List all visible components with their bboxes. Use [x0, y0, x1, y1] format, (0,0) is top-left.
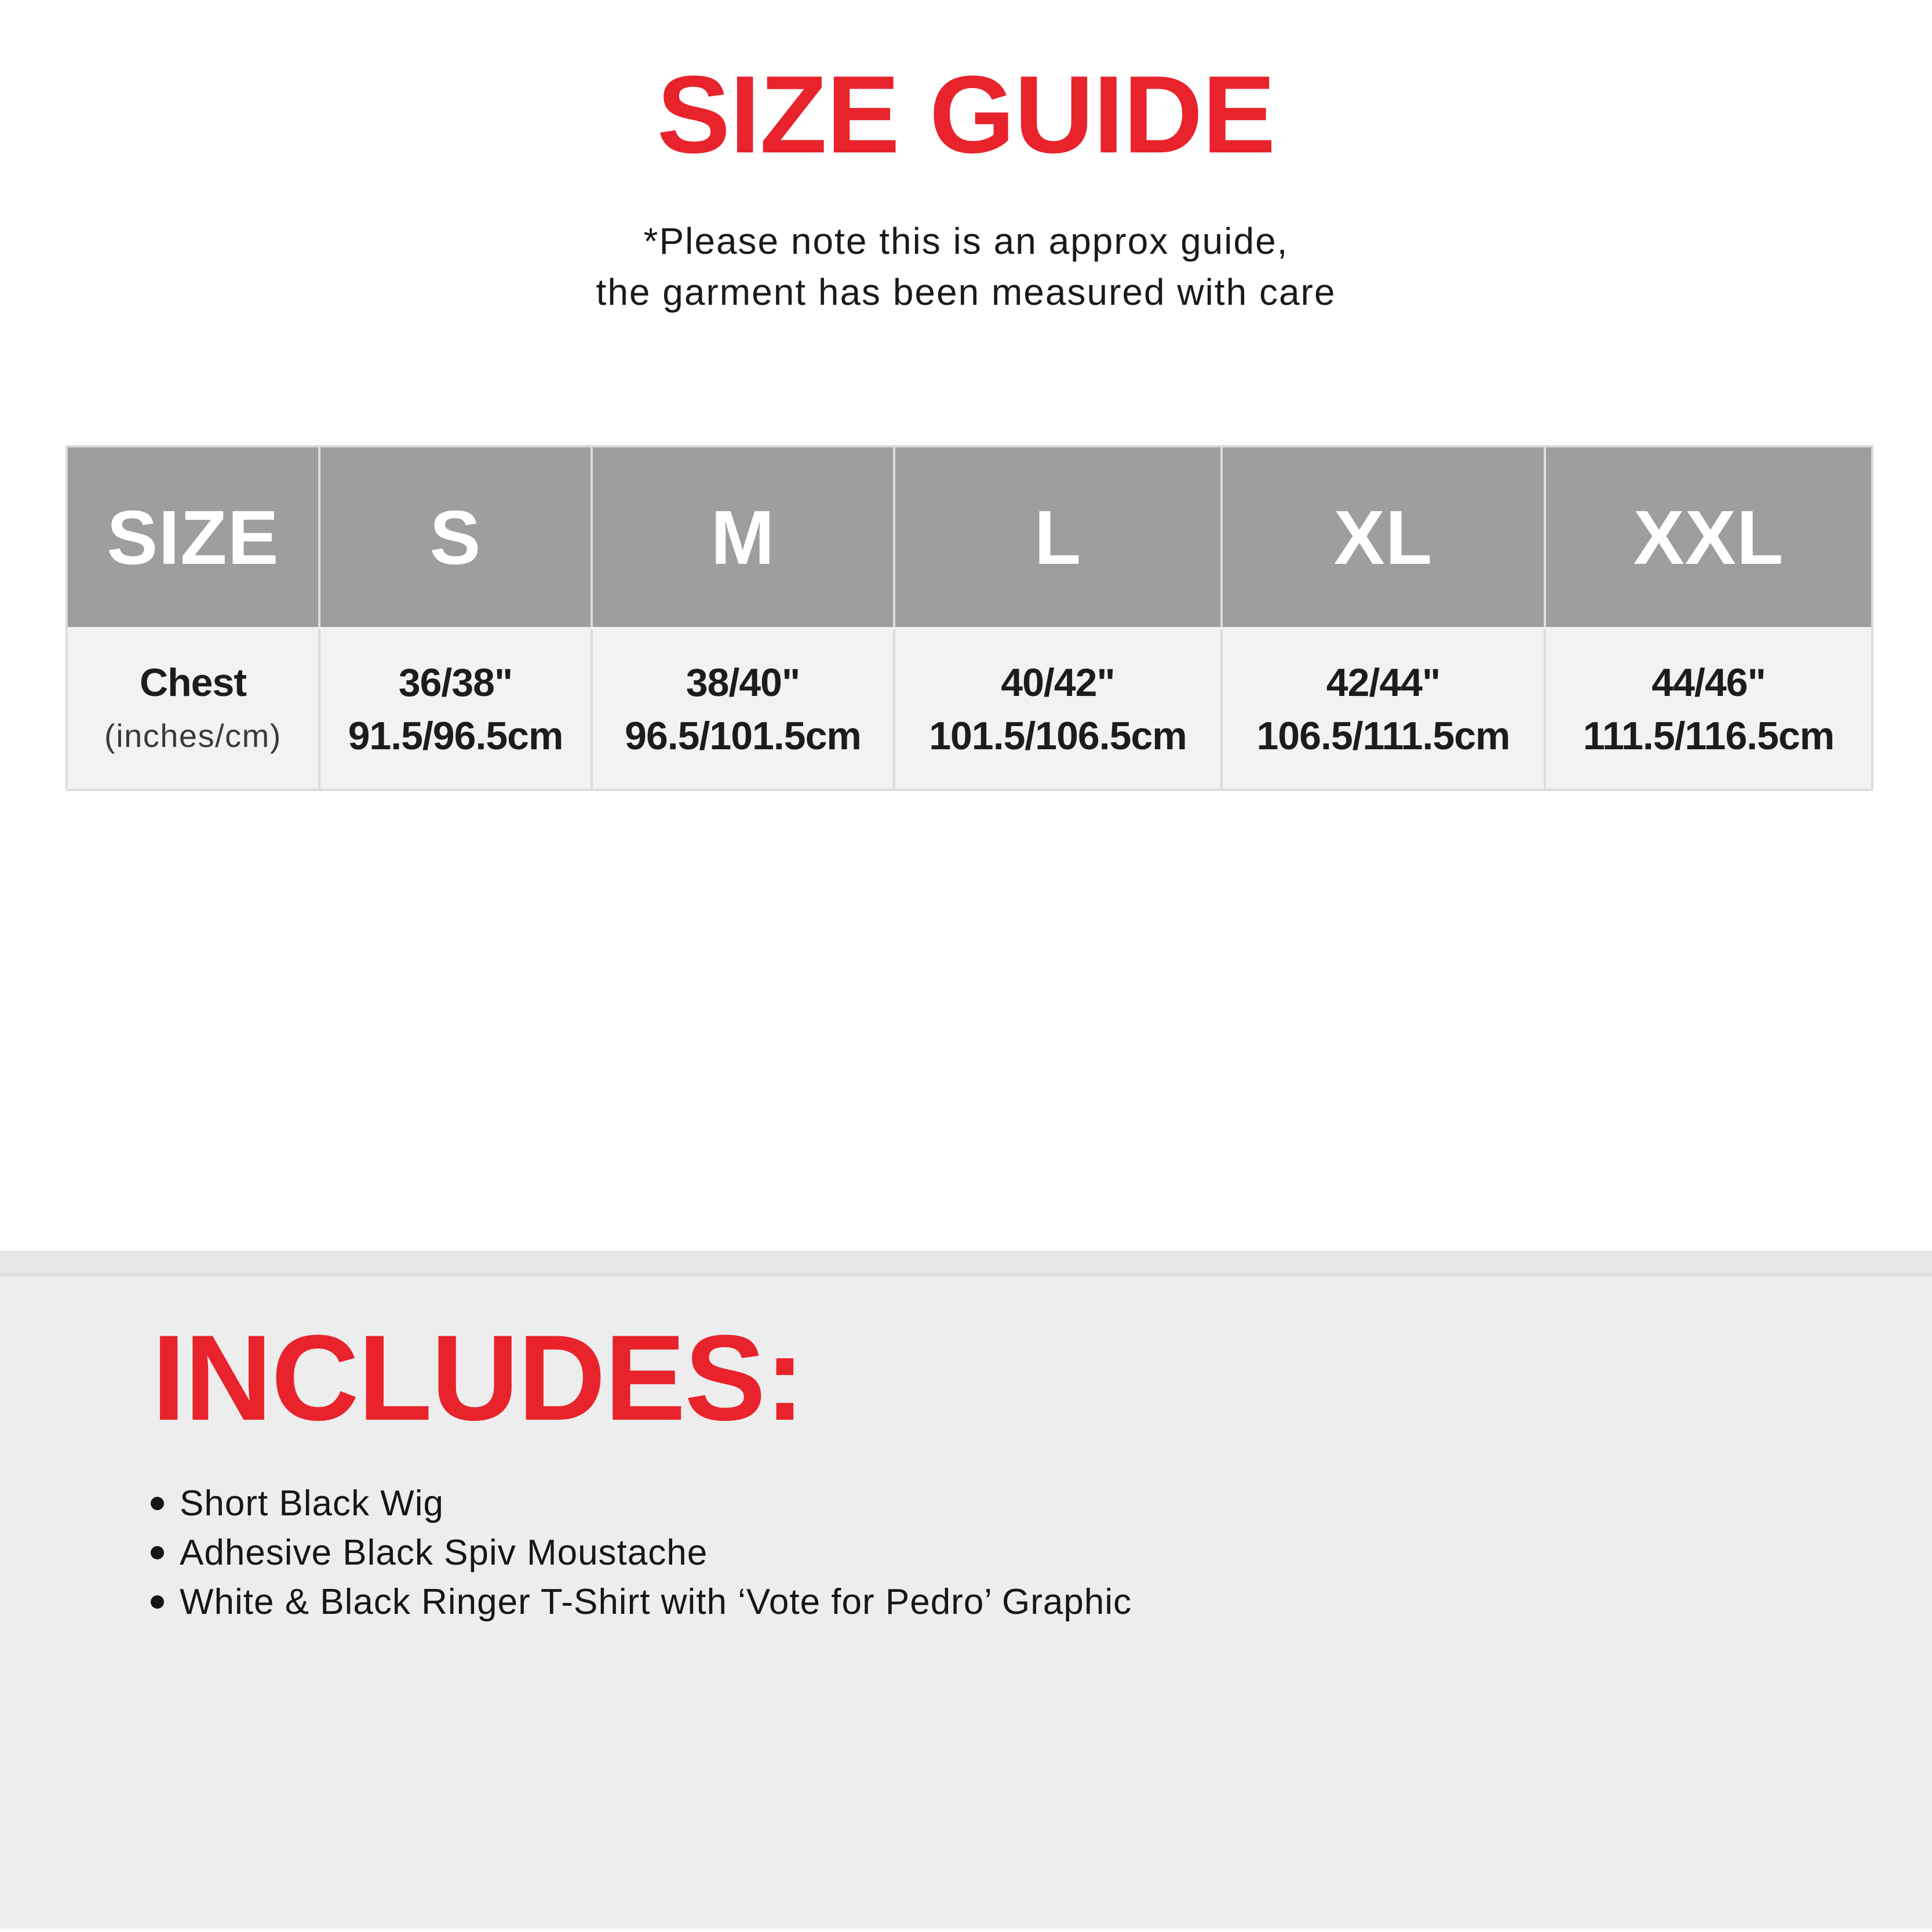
- chest-label: Chest: [140, 660, 246, 705]
- chest-xl-inches: 42/44": [1326, 660, 1441, 705]
- list-item-label: Short Black Wig: [180, 1483, 444, 1523]
- list-item-label: Adhesive Black Spiv Moustache: [180, 1533, 708, 1573]
- chest-l-cm: 101.5/106.5cm: [929, 713, 1187, 758]
- list-item: [151, 1577, 1132, 1627]
- chest-value-m: [590, 629, 893, 789]
- chest-m-cm: 96.5/101.5cm: [625, 713, 861, 758]
- bullet-icon: [151, 1546, 164, 1559]
- chest-xxl-cm: 111.5/116.5cm: [1583, 713, 1835, 758]
- column-header-xxl: XXL: [1544, 447, 1871, 627]
- chest-value-l: [893, 629, 1220, 789]
- page-title: SIZE GUIDE: [657, 53, 1275, 176]
- note-line-1: *Please note this is an approx guide,: [643, 220, 1289, 262]
- chest-row: [68, 629, 1871, 789]
- list-item-label: White & Black Ringer T-Shirt with ‘Vote for Pedro’ Graphic: [180, 1582, 1132, 1622]
- chest-l-inches: 40/42": [1001, 660, 1115, 705]
- column-header-xl: XL: [1220, 447, 1544, 627]
- section-top-band-shadow: [0, 1271, 1932, 1277]
- chest-value-xl: [1220, 629, 1544, 789]
- column-header-size: SIZE: [107, 494, 279, 580]
- size-table-header-row: [68, 447, 1871, 627]
- list-item: [151, 1528, 1132, 1577]
- column-header-l: L: [893, 447, 1220, 627]
- chest-s-cm: 91.5/96.5cm: [348, 713, 563, 758]
- column-header-m: M: [590, 447, 893, 627]
- chest-xl-cm: 106.5/111.5cm: [1256, 713, 1510, 758]
- chest-xxl-inches: 44/46": [1652, 660, 1766, 705]
- bullet-icon: [151, 1497, 164, 1510]
- section-top-band: [0, 1251, 1932, 1271]
- bullet-icon: [151, 1595, 164, 1609]
- approx-guide-note: [0, 216, 1932, 318]
- chest-value-xxl: [1544, 629, 1871, 789]
- column-header-s: S: [318, 447, 590, 627]
- chest-s-inches: 36/38": [398, 660, 513, 705]
- chest-value-s: [318, 629, 590, 789]
- chest-m-inches: 38/40": [686, 660, 800, 705]
- size-table: [65, 445, 1873, 791]
- includes-section: [0, 1251, 1932, 1929]
- list-item: [151, 1479, 1132, 1528]
- chest-row-label-cell: [68, 629, 318, 789]
- note-line-2: the garment has been measured with care: [596, 271, 1336, 313]
- chest-unit-label: (inches/cm): [104, 717, 282, 754]
- includes-heading: INCLUDES:: [152, 1310, 804, 1446]
- includes-list: [151, 1479, 1132, 1627]
